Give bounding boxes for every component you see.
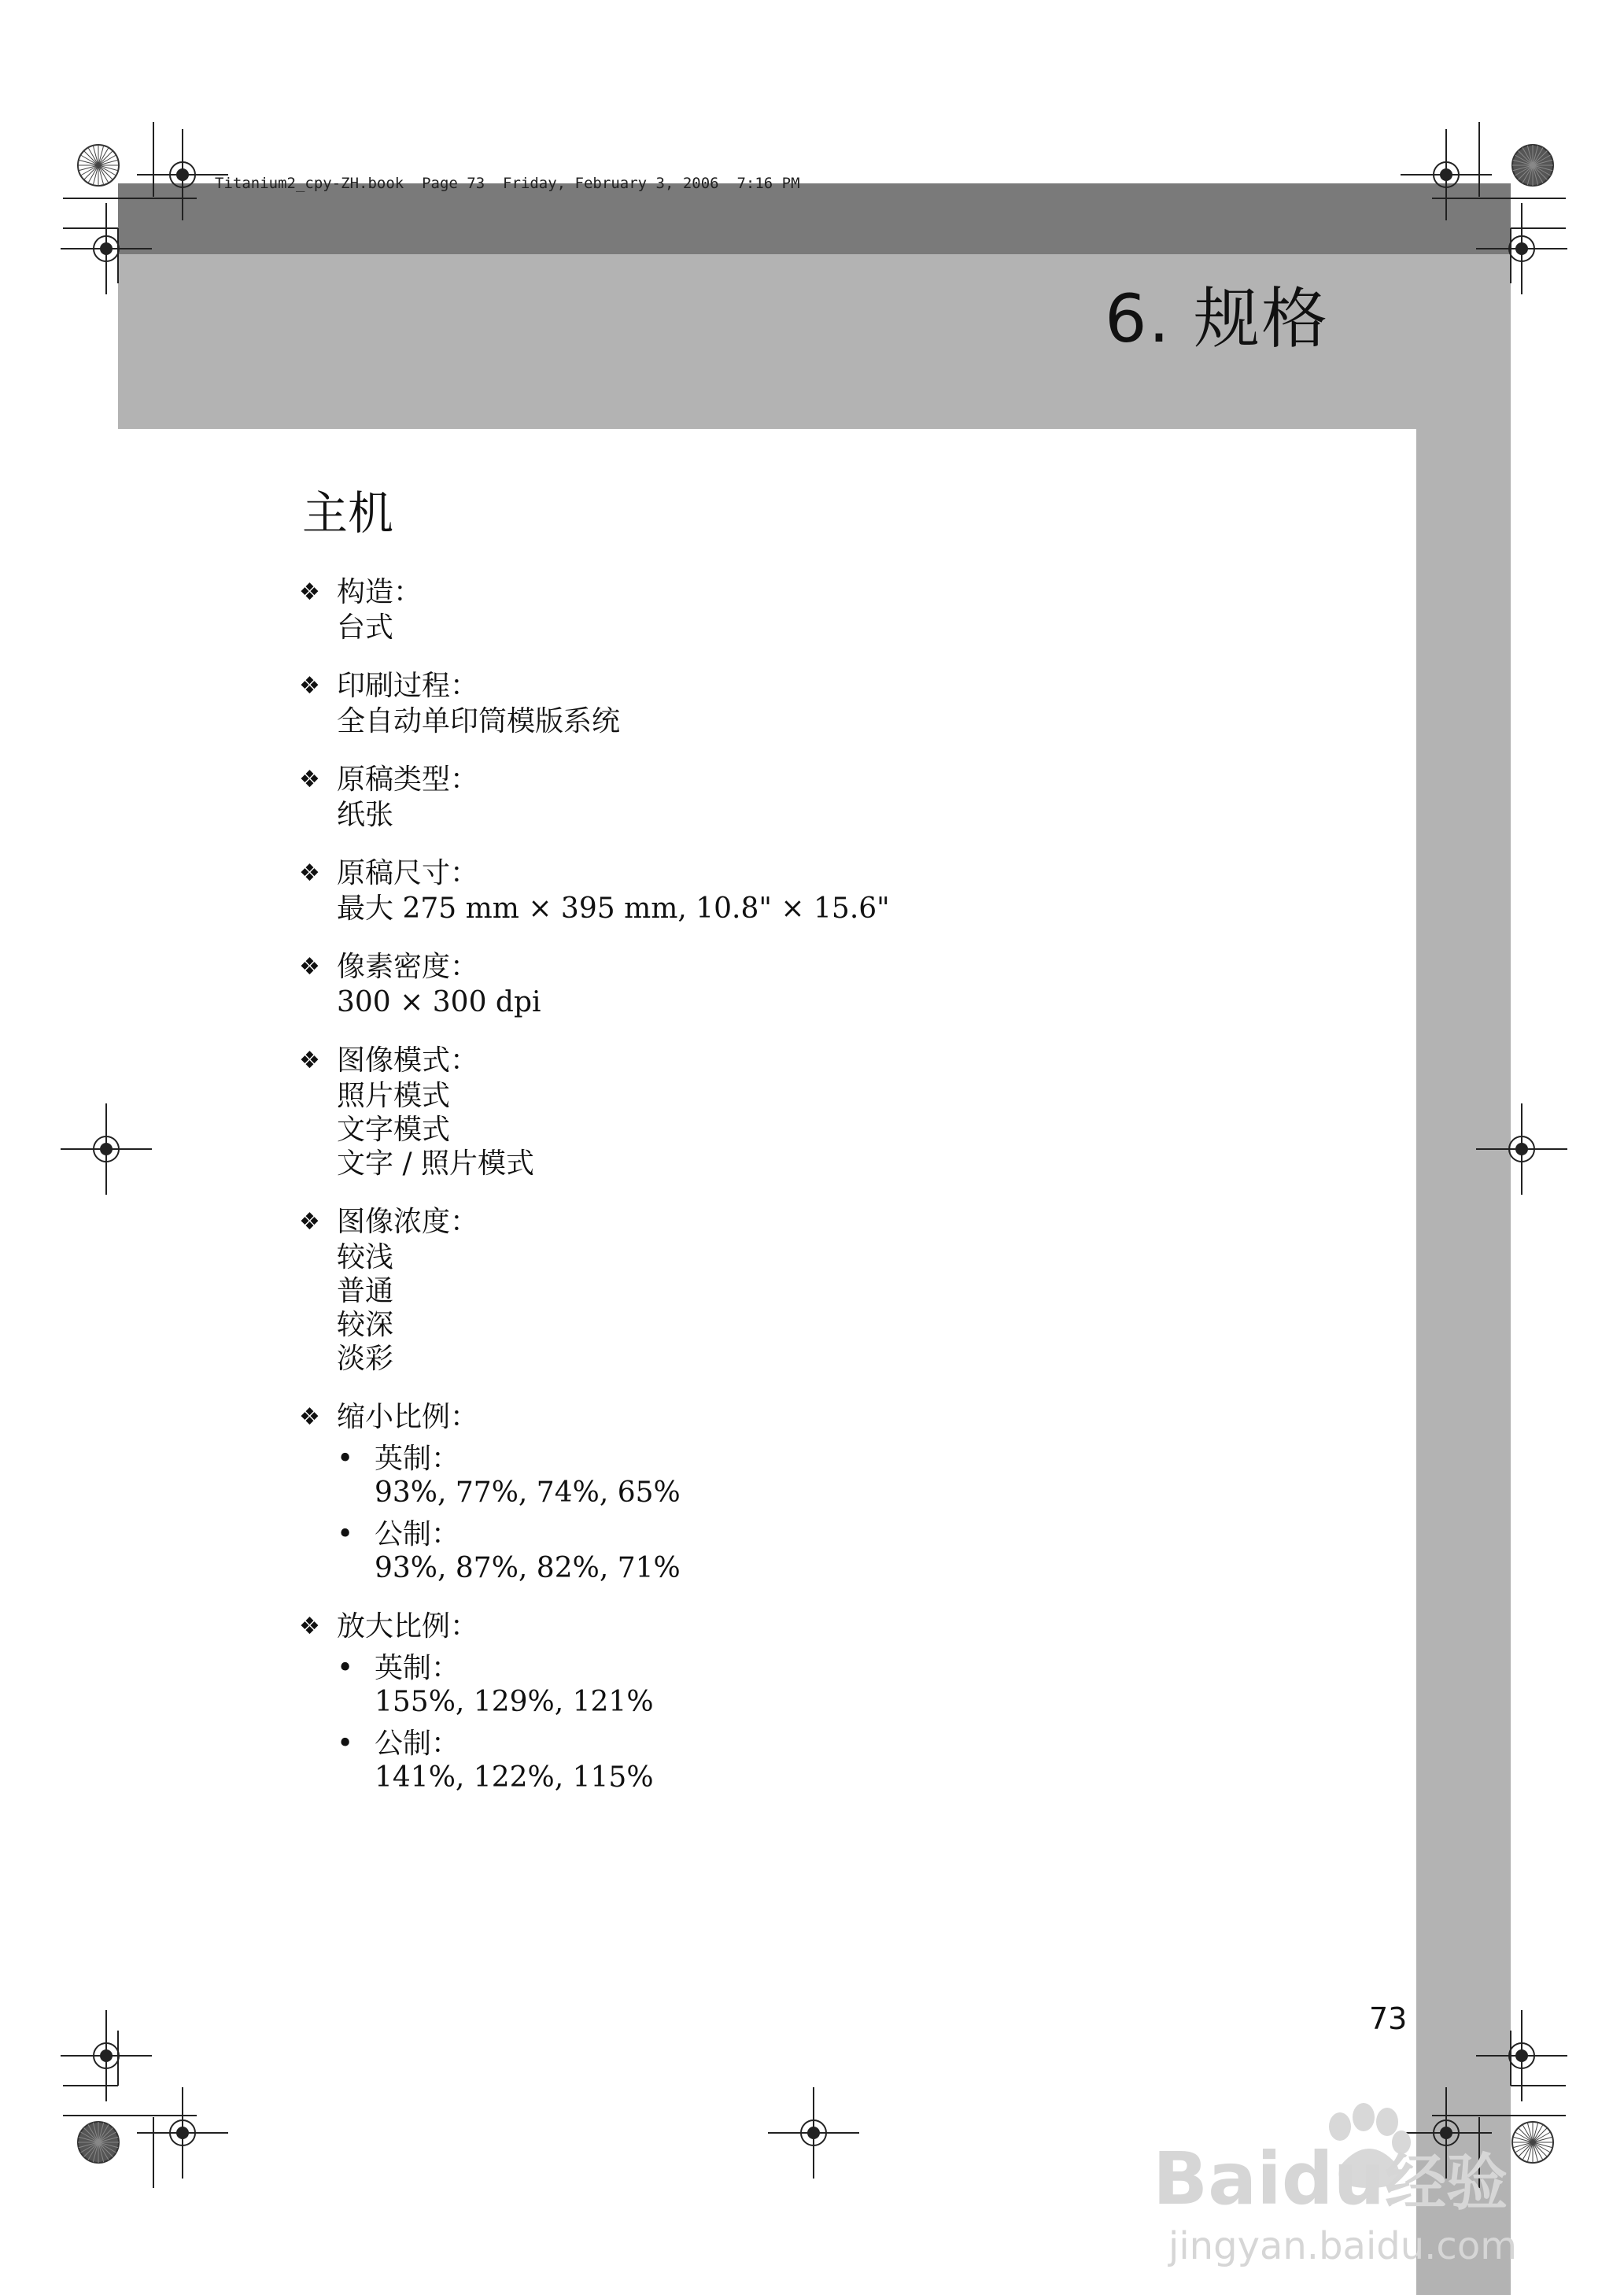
sub-label: 公制： [375, 1728, 460, 1760]
crosshair-dot [176, 168, 189, 181]
spec-value: 最大 275 mm × 395 mm, 10.8" × 15.6" [337, 893, 890, 925]
spec-label: 构造： [337, 576, 423, 608]
diamond-bullet-icon: ❖ [299, 1613, 320, 1640]
sub-label: 公制： [375, 1518, 460, 1550]
spec-value: 台式 [337, 612, 394, 644]
baidu-watermark [1145, 2078, 1554, 2275]
sub-label: 英制： [375, 1652, 460, 1684]
watermark-url: jingyan.baidu.com [1168, 2224, 1517, 2268]
crosshair-dot [807, 2127, 820, 2139]
sub-value: 155%, 129%, 121% [375, 1686, 654, 1718]
diamond-bullet-icon: ❖ [299, 1403, 320, 1431]
crosshair-dot [176, 2127, 189, 2139]
spec-label: 像素密度： [337, 951, 479, 983]
spec-value: 淡彩 [337, 1343, 394, 1375]
diamond-bullet-icon: ❖ [299, 672, 320, 700]
book-file-header: Titanium2_cpy-ZH.book Page 73 Friday, February 3, 2006 7:16 PM [215, 175, 800, 192]
sub-value: 141%, 122%, 115% [375, 1761, 654, 1794]
spec-label: 原稿类型： [337, 763, 479, 796]
spec-value: 较浅 [337, 1241, 394, 1273]
spec-value: 300 × 300 dpi [337, 986, 541, 1018]
diamond-bullet-icon: ❖ [299, 953, 320, 981]
crosshair-dot [100, 1143, 113, 1155]
spec-label: 放大比例： [337, 1610, 479, 1643]
diamond-bullet-icon: ❖ [299, 1047, 320, 1074]
sub-value: 93%, 87%, 82%, 71% [375, 1552, 681, 1584]
crosshair-dot [100, 242, 113, 255]
spec-label: 图像浓度： [337, 1206, 479, 1238]
diamond-bullet-icon: ❖ [299, 578, 320, 606]
watermark-brand: Baidu经验 [1153, 2137, 1508, 2221]
spec-label: 原稿尺寸： [337, 857, 479, 889]
crosshair-dot [1440, 168, 1452, 181]
dot-bullet-icon: • [337, 1443, 354, 1475]
chapter-title: 6. 规格 [1105, 280, 1329, 357]
spec-value: 文字模式 [337, 1114, 451, 1146]
spec-value: 较深 [337, 1309, 394, 1341]
dot-bullet-icon: • [337, 1652, 354, 1684]
diamond-bullet-icon: ❖ [299, 1208, 320, 1236]
crosshair-dot [100, 2049, 113, 2062]
dot-bullet-icon: • [337, 1728, 354, 1760]
diamond-bullet-icon: ❖ [299, 766, 320, 793]
crosshair-dot [1515, 2049, 1528, 2062]
spec-label: 图像模式： [337, 1044, 479, 1077]
sub-value: 93%, 77%, 74%, 65% [375, 1476, 681, 1509]
spec-value: 普通 [337, 1275, 394, 1307]
page-number: 73 [1369, 2001, 1408, 2036]
spec-value: 纸张 [337, 799, 394, 831]
crosshair-dot [1515, 242, 1528, 255]
diamond-bullet-icon: ❖ [299, 859, 320, 887]
section-title: 主机 [302, 486, 394, 540]
dot-bullet-icon: • [337, 1518, 354, 1550]
crosshair-dot [1515, 1143, 1528, 1155]
spec-label: 缩小比例： [337, 1401, 479, 1433]
spec-label: 印刷过程： [337, 670, 479, 702]
spec-value: 全自动单印筒模版系统 [337, 705, 621, 737]
sub-label: 英制： [375, 1443, 460, 1475]
spec-value: 文字 / 照片模式 [337, 1148, 535, 1180]
registration-marks [61, 122, 1567, 2188]
spec-value: 照片模式 [337, 1080, 451, 1112]
